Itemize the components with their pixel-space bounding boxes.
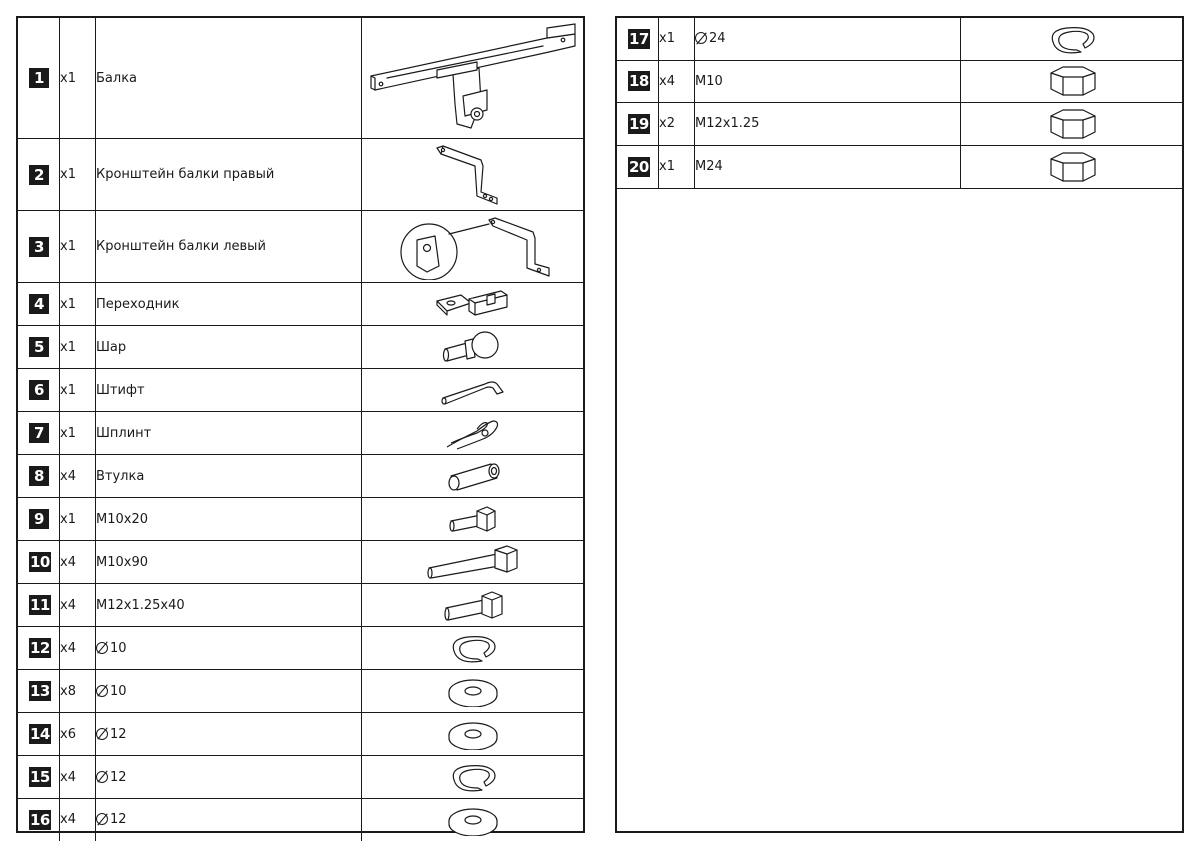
part-name-text: M10x20 — [96, 511, 148, 527]
part-quantity: x1 — [60, 283, 96, 326]
part-illustration-cell — [362, 799, 584, 841]
part-quantity: x4 — [60, 799, 96, 841]
part-name — [695, 145, 961, 188]
tow-bar-beam-icon — [367, 18, 579, 138]
part-number-badge: 6 — [29, 380, 49, 400]
part-number-cell — [18, 584, 60, 627]
cotter-pin-icon — [443, 415, 503, 451]
part-quantity: x4 — [60, 455, 96, 498]
part-illustration-cell — [362, 412, 584, 455]
diameter-icon — [96, 685, 108, 697]
part-name — [695, 60, 961, 102]
part-illustration-cell — [362, 139, 584, 211]
part-number-badge: 9 — [29, 509, 49, 529]
part-name — [695, 102, 961, 145]
part-row — [18, 283, 583, 326]
left-bracket-icon — [387, 214, 559, 280]
sleeve-icon — [441, 458, 505, 494]
part-row — [18, 326, 583, 369]
part-quantity: x4 — [60, 541, 96, 584]
flat-washer-icon — [444, 804, 502, 836]
part-name-text: M12x1.25x40 — [96, 597, 185, 613]
hex-nut-icon — [1043, 106, 1101, 142]
part-row — [18, 799, 583, 841]
part-name — [96, 498, 362, 541]
spring-washer-icon — [444, 631, 502, 665]
part-quantity: x1 — [60, 369, 96, 412]
part-name-text: 12 — [110, 812, 127, 828]
part-illustration-cell — [362, 369, 584, 412]
part-number-cell — [617, 145, 659, 188]
part-number-cell — [18, 498, 60, 541]
part-number-cell — [18, 541, 60, 584]
part-number-cell — [18, 283, 60, 326]
part-number-badge: 7 — [29, 423, 49, 443]
tow-ball-icon — [441, 329, 505, 365]
part-name-text: 12 — [110, 769, 127, 785]
part-number-cell — [18, 369, 60, 412]
part-name-text: Шар — [96, 339, 127, 355]
part-quantity: x1 — [60, 498, 96, 541]
flat-washer-icon — [444, 718, 502, 750]
hex-nut-icon — [1043, 149, 1101, 185]
part-number-cell — [617, 60, 659, 102]
parts-table-left — [18, 18, 583, 841]
part-row — [18, 498, 583, 541]
part-name-text: M10 — [695, 73, 723, 89]
part-number-cell — [18, 326, 60, 369]
part-quantity: x8 — [60, 670, 96, 713]
part-number-cell — [18, 455, 60, 498]
part-row — [18, 369, 583, 412]
part-row — [18, 455, 583, 498]
part-row — [617, 18, 1182, 60]
part-row — [617, 102, 1182, 145]
part-number-badge: 8 — [29, 466, 49, 486]
part-name — [96, 211, 362, 283]
part-number-badge: 15 — [30, 768, 50, 786]
part-row — [18, 584, 583, 627]
part-name — [96, 627, 362, 670]
part-illustration-cell — [362, 627, 584, 670]
part-illustration-cell — [362, 455, 584, 498]
part-number-badge: 2 — [29, 165, 49, 185]
part-quantity: x1 — [60, 412, 96, 455]
right-bracket-icon — [433, 144, 513, 206]
part-number-cell — [18, 627, 60, 670]
part-quantity: x1 — [659, 18, 695, 60]
part-illustration-cell — [961, 18, 1183, 60]
parts-list-right — [615, 16, 1184, 833]
part-quantity: x4 — [60, 756, 96, 799]
part-name-text: Кронштейн балки правый — [96, 167, 275, 182]
part-name-text: M10x90 — [96, 554, 148, 570]
flat-washer-icon — [444, 675, 502, 707]
diameter-icon — [96, 771, 108, 783]
part-number-cell — [18, 670, 60, 713]
part-quantity: x4 — [60, 627, 96, 670]
part-name — [96, 584, 362, 627]
diameter-icon — [695, 32, 707, 44]
part-row — [18, 18, 583, 139]
part-name-text: M24 — [695, 159, 723, 174]
part-quantity: x1 — [60, 326, 96, 369]
part-row — [18, 412, 583, 455]
part-row — [18, 627, 583, 670]
parts-table-right — [617, 18, 1182, 189]
part-number-badge: 19 — [629, 114, 649, 133]
part-name — [96, 369, 362, 412]
parts-list-left — [16, 16, 585, 833]
part-illustration-cell — [961, 102, 1183, 145]
part-name — [96, 756, 362, 799]
part-name-text: Переходник — [96, 296, 180, 312]
part-name — [96, 139, 362, 211]
part-name-text: Кронштейн балки левый — [96, 239, 266, 254]
part-row — [617, 60, 1182, 102]
part-row — [18, 541, 583, 584]
part-illustration-cell — [362, 584, 584, 627]
part-number-cell — [18, 211, 60, 283]
short-bolt-icon — [445, 503, 501, 535]
part-name — [96, 455, 362, 498]
part-name-text: Штифт — [96, 382, 145, 398]
part-number-badge: 20 — [629, 157, 649, 176]
part-number-badge: 1 — [29, 68, 49, 88]
part-quantity: x1 — [60, 211, 96, 283]
part-illustration-cell — [362, 713, 584, 756]
diameter-icon — [96, 642, 108, 654]
part-name — [96, 799, 362, 841]
part-number-badge: 10 — [30, 553, 50, 571]
part-illustration-cell — [362, 670, 584, 713]
part-number-cell — [617, 18, 659, 60]
part-illustration-cell — [362, 283, 584, 326]
part-number-cell — [18, 139, 60, 211]
part-quantity: x1 — [659, 145, 695, 188]
part-row — [18, 756, 583, 799]
part-quantity: x2 — [659, 102, 695, 145]
part-row — [18, 211, 583, 283]
part-illustration-cell — [961, 145, 1183, 188]
part-row — [617, 145, 1182, 188]
part-quantity: x1 — [60, 18, 96, 139]
part-number-badge: 3 — [29, 237, 49, 257]
spring-washer-icon — [1043, 22, 1101, 56]
part-illustration-cell — [362, 18, 584, 139]
part-quantity: x4 — [60, 584, 96, 627]
part-number-badge: 17 — [629, 29, 649, 48]
part-number-badge: 13 — [30, 682, 50, 700]
part-number-cell — [18, 756, 60, 799]
part-quantity: x1 — [60, 139, 96, 211]
part-name-text: 24 — [709, 31, 726, 47]
part-number-cell — [18, 412, 60, 455]
hex-nut-icon — [1043, 63, 1101, 99]
diameter-icon — [96, 728, 108, 740]
part-illustration-cell — [362, 498, 584, 541]
part-number-cell — [18, 18, 60, 139]
part-name-text: 10 — [110, 640, 127, 656]
part-row — [18, 713, 583, 756]
part-name — [96, 326, 362, 369]
adapter-icon — [431, 289, 515, 319]
part-illustration-cell — [362, 541, 584, 584]
part-name — [96, 18, 362, 139]
part-name-text: Балка — [96, 70, 138, 86]
part-name-text: 10 — [110, 683, 127, 699]
long-bolt-icon — [423, 544, 523, 580]
part-number-badge: 11 — [30, 596, 50, 614]
part-name-text: M12x1.25 — [695, 116, 760, 131]
part-name — [96, 541, 362, 584]
part-name — [96, 283, 362, 326]
part-number-cell — [617, 102, 659, 145]
part-row — [18, 670, 583, 713]
part-number-cell — [18, 799, 60, 841]
part-number-badge: 18 — [629, 72, 649, 90]
part-name-text: Шплинт — [96, 425, 152, 441]
part-row — [18, 139, 583, 211]
part-illustration-cell — [961, 60, 1183, 102]
part-name-text: 12 — [110, 726, 127, 742]
pin-icon — [439, 374, 507, 406]
part-number-badge: 5 — [29, 337, 49, 357]
spring-washer-icon — [444, 760, 502, 794]
part-name — [695, 18, 961, 60]
part-quantity: x4 — [659, 60, 695, 102]
part-number-badge: 14 — [30, 725, 50, 743]
part-name-text: Втулка — [96, 468, 145, 484]
part-illustration-cell — [362, 211, 584, 283]
part-number-badge: 16 — [30, 810, 50, 829]
part-name — [96, 412, 362, 455]
part-quantity: x6 — [60, 713, 96, 756]
diameter-icon — [96, 813, 108, 825]
medium-bolt-icon — [440, 588, 506, 622]
part-name — [96, 670, 362, 713]
part-number-badge: 4 — [29, 294, 49, 314]
part-illustration-cell — [362, 756, 584, 799]
part-number-cell — [18, 713, 60, 756]
part-illustration-cell — [362, 326, 584, 369]
part-number-badge: 12 — [30, 639, 50, 657]
part-name — [96, 713, 362, 756]
